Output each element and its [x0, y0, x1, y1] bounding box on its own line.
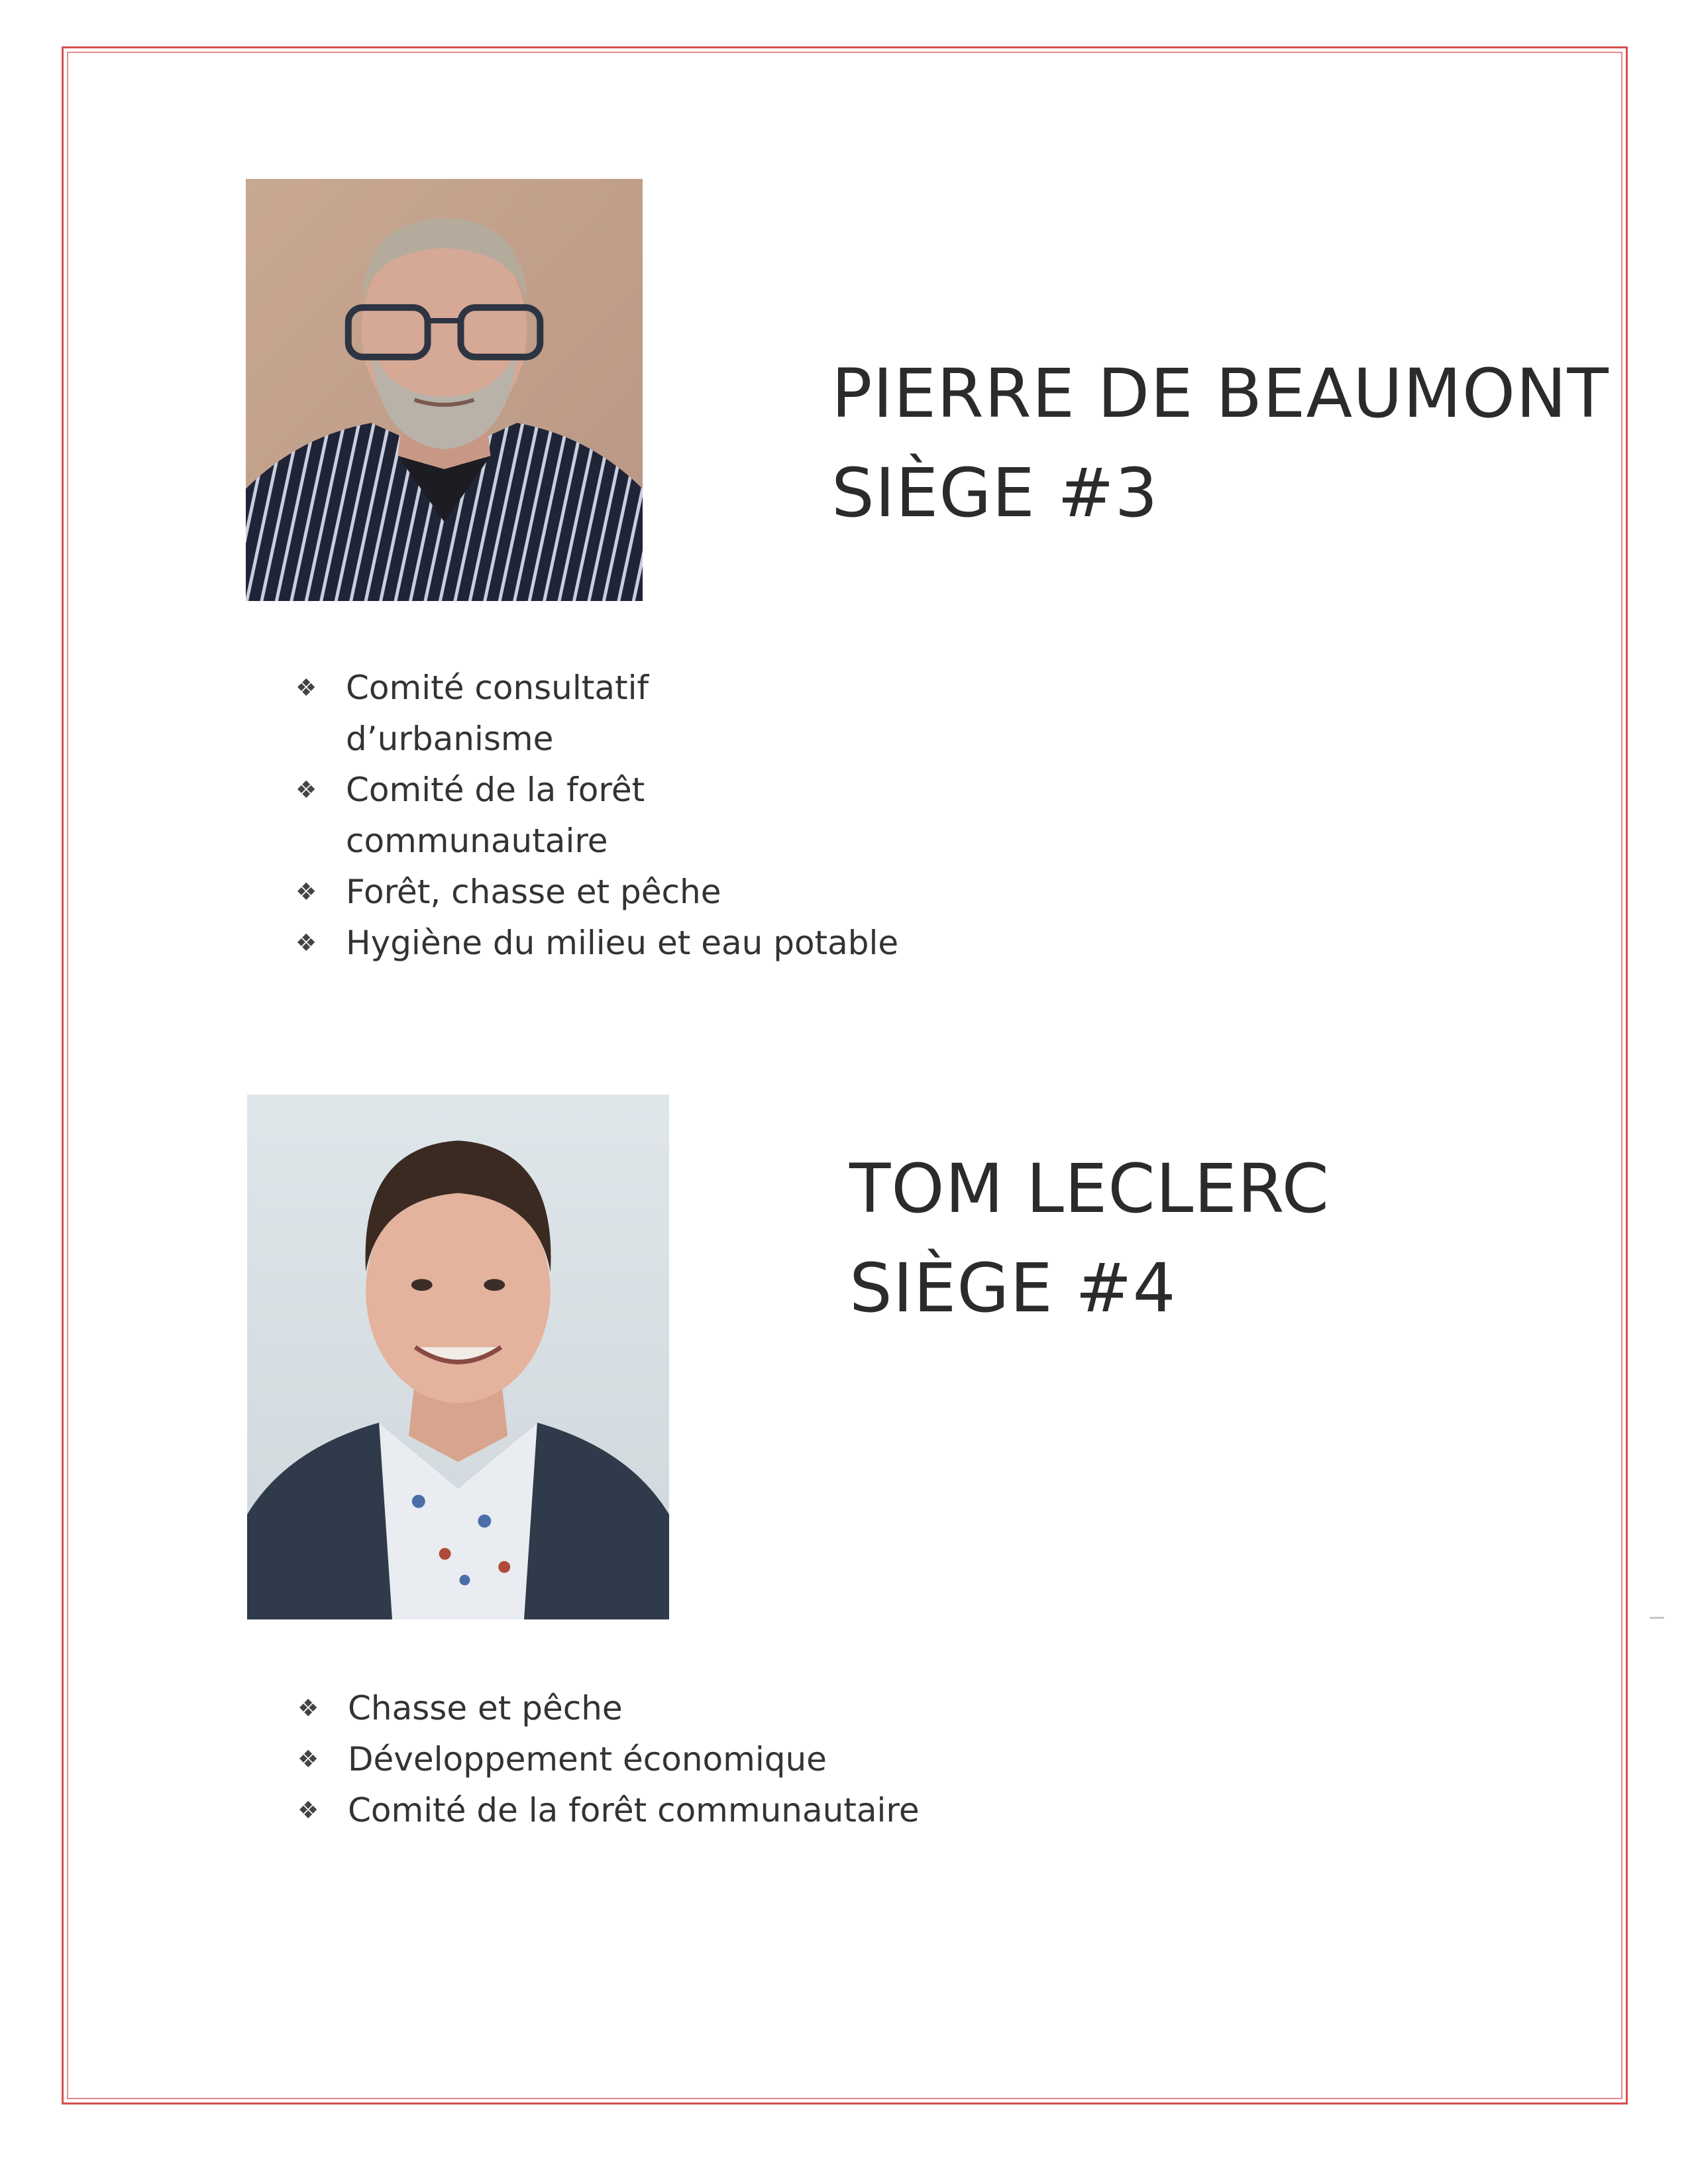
diamond-dots-icon: ❖	[295, 879, 317, 906]
member-duties-list	[295, 663, 898, 969]
scan-artifact-mark	[1650, 1617, 1664, 1619]
duty-text-continued: d’urbanisme	[346, 720, 554, 758]
duty-text-continued: communautaire	[346, 822, 608, 860]
duty-text: Hygiène du milieu et eau potable	[346, 924, 899, 962]
duty-text: Développement économique	[348, 1740, 827, 1778]
diamond-dots-icon: ❖	[297, 1695, 319, 1722]
list-item	[295, 663, 898, 765]
member-photo-pierre	[246, 179, 643, 601]
member-heading-tom	[849, 1140, 1330, 1338]
member-photo-tom	[247, 1095, 669, 1619]
member-heading-pierre	[831, 345, 1609, 543]
duty-text: Forêt, chasse et pêche	[346, 873, 721, 911]
duty-text: Comité consultatif	[346, 669, 649, 707]
duty-text: Chasse et pêche	[348, 1689, 623, 1727]
member-duties-list	[297, 1683, 920, 1836]
list-item	[295, 867, 898, 918]
diamond-dots-icon: ❖	[295, 675, 317, 702]
diamond-dots-icon: ❖	[295, 777, 317, 804]
member-name: PIERRE DE BEAUMONT	[831, 355, 1609, 433]
duty-text: Comité de la forêt	[346, 771, 645, 809]
duty-text: Comité de la forêt communautaire	[348, 1791, 920, 1829]
diamond-dots-icon: ❖	[295, 930, 317, 957]
diamond-dots-icon: ❖	[297, 1746, 319, 1773]
list-item	[297, 1683, 920, 1734]
member-seat: SIÈGE #4	[849, 1249, 1177, 1328]
diamond-dots-icon: ❖	[297, 1797, 319, 1824]
list-item	[295, 765, 898, 867]
list-item	[295, 918, 898, 969]
list-item	[297, 1785, 920, 1836]
member-name: TOM LECLERC	[849, 1150, 1330, 1228]
list-item	[297, 1734, 920, 1785]
member-seat: SIÈGE #3	[831, 454, 1159, 533]
